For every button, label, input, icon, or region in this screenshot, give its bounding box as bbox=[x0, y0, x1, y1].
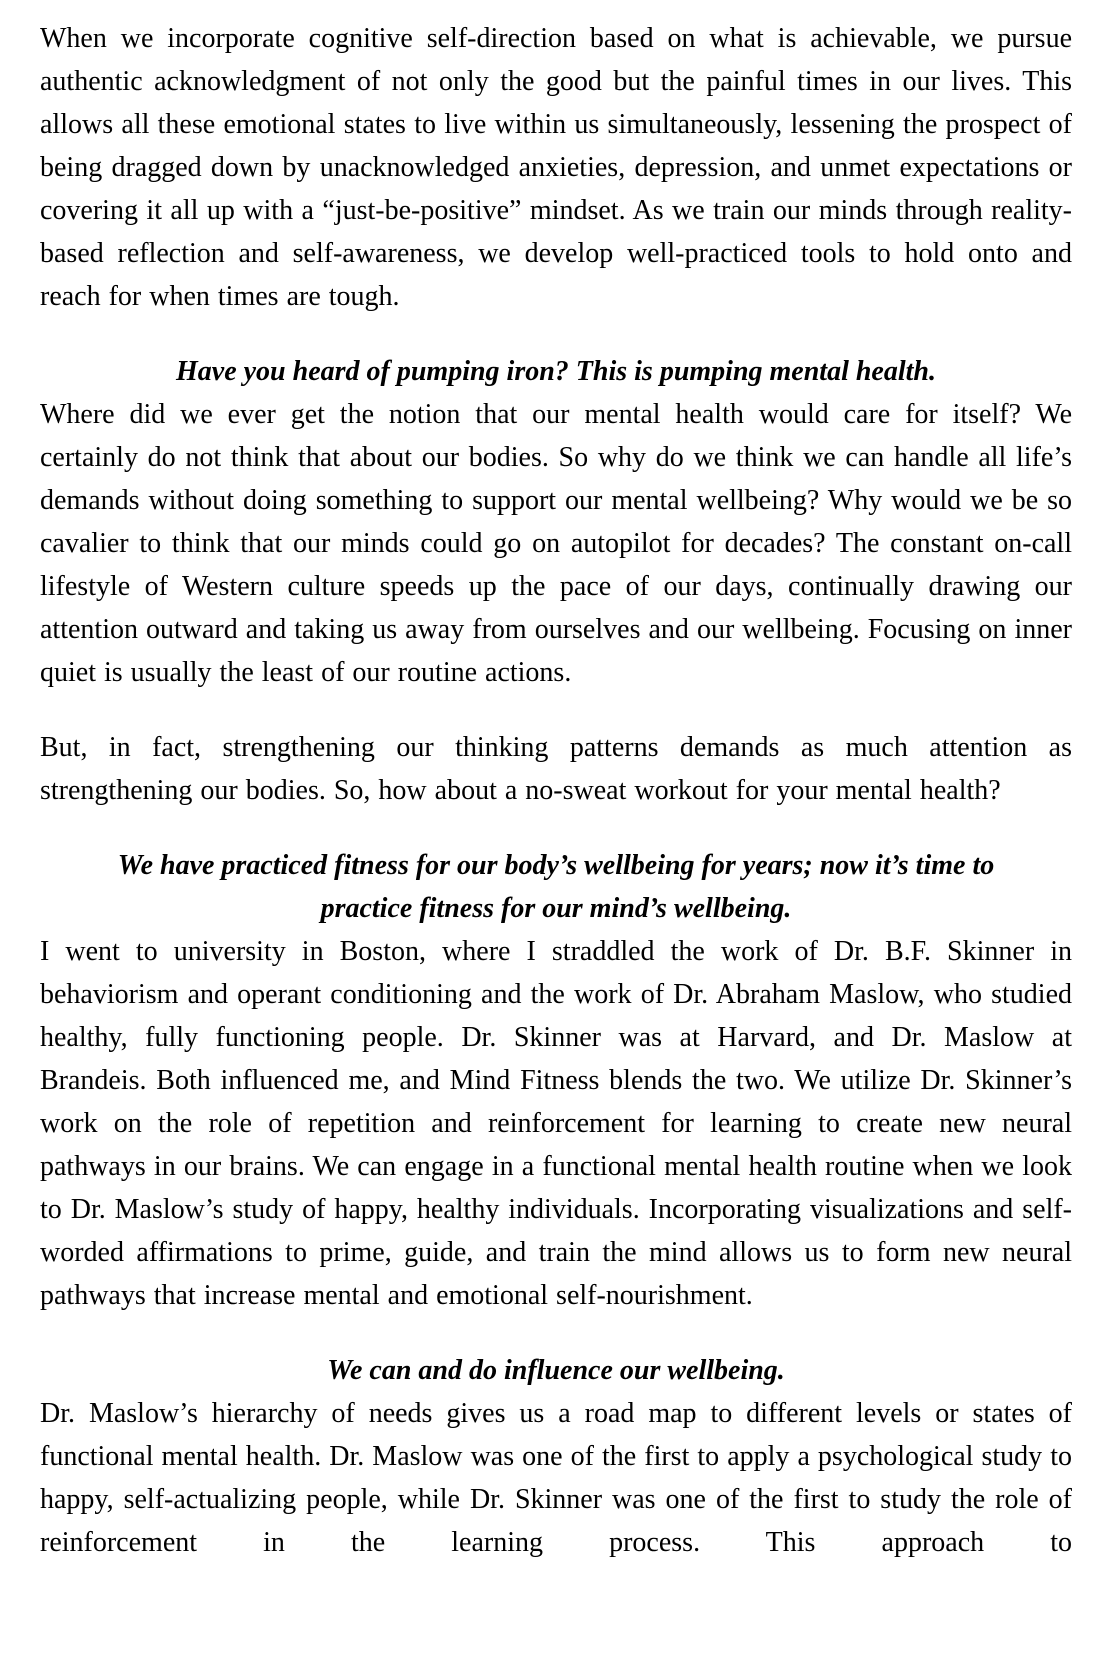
paragraph-no-sweat-workout: But, in fact, strengthening our thinking patterns demands as much attention as strengthening our bodies. So, how about a no-sweat workout for your mental health? bbox=[40, 732, 1072, 806]
paragraph-hierarchy-of-needs: Dr. Maslow’s hierarchy of needs gives us a road map to different levels or states of functional mental health. Dr. Maslow was one of the first to apply a psychological study to happy, self-actualizing people, while Dr. Skinner was one of the first to study the role of reinforcement in the learning process. This approach to bbox=[40, 1398, 1072, 1558]
paragraph-skinner-and-maslow: I went to university in Boston, where I straddled the work of Dr. B.F. Skinner in behaviorism and operant conditioning and the work of Dr. Abraham Maslow, who studied healthy, fully functioning people. Dr. Skinner was at Harvard, and Dr. Maslow at Brandeis. Both influenced me, and Mind Fitness blends the two. We utilize Dr. Skinner’s work on the role of repetition and reinforcement for learning to create new neural pathways in our brains. We can engage in a functional mental health routine when we look to Dr. Maslow’s study of happy, healthy individuals. Incorporating visualizations and self-worded affirmations to prime, guide, and train the mind allows us to form new neural pathways that increase mental and emotional self-nourishment. bbox=[40, 936, 1072, 1311]
heading-pumping-mental-health: Have you heard of pumping iron? This is pumping mental health. bbox=[175, 356, 936, 387]
paragraph-cognitive-self-direction: When we incorporate cognitive self-direction based on what is achievable, we pursue authentic acknowledgment of not only the good but the painful times in our lives. This allows all these emotional states to live within us simultaneously, lessening the prospect of being dragged down by unacknowledged anxieties, depression, and unmet expectations or covering it all up with a “just-be-positive” mindset. As we train our minds through reality-based reflection and self-awareness, we develop well-practiced tools to hold onto and reach for when times are tough. bbox=[40, 23, 1072, 312]
heading-we-influence-our-wellbeing: We can and do influence our wellbeing. bbox=[327, 1355, 785, 1386]
heading-practice-fitness-for-mind: We have practiced fitness for our body’s wellbeing for years; now it’s time to practice fitness for our mind’s wellbeing. bbox=[117, 850, 995, 924]
paragraph-mental-health-care-for-itself: Where did we ever get the notion that our mental health would care for itself? We certainly do not think that about our bodies. So why do we think we can handle all life’s demands without doing something to support our mental wellbeing? Why would we be so cavalier to think that our minds could go on autopilot for decades? The constant on-call lifestyle of Western culture speeds up the pace of our days, continually drawing our attention outward and taking us away from ourselves and our wellbeing. Focusing on inner quiet is usually the least of our routine actions. bbox=[40, 399, 1072, 688]
